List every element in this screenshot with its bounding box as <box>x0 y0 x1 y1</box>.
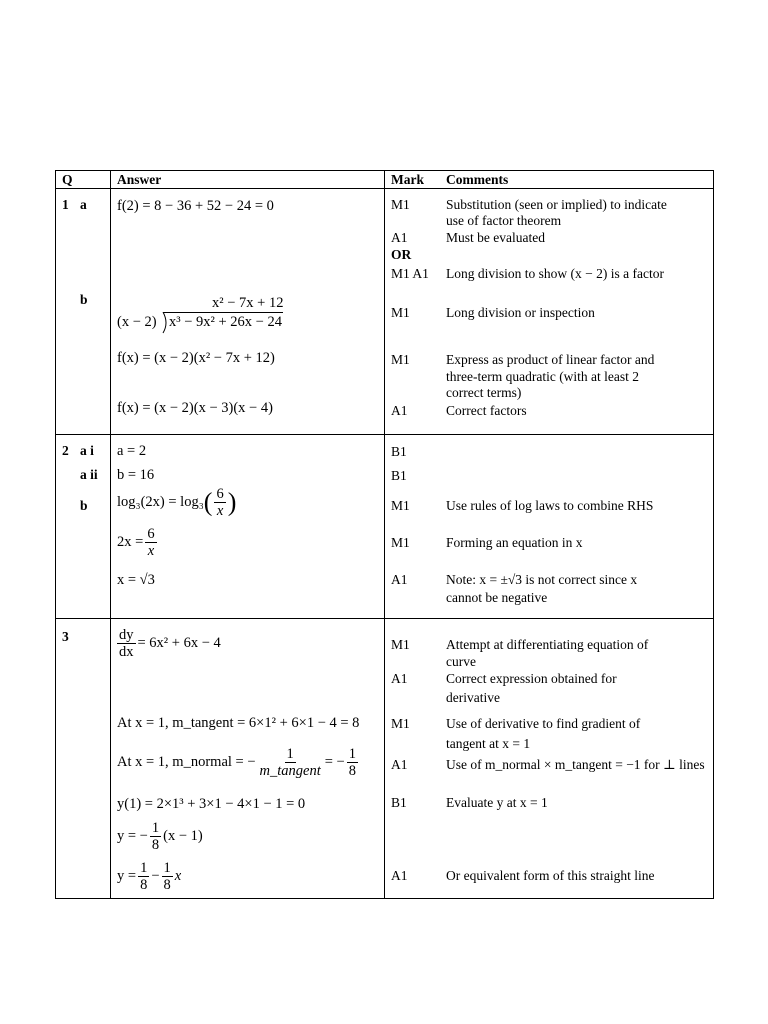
q3-mark-4: A1 <box>391 757 408 772</box>
q2-comment-5: Note: x = ±√3 is not correct since x <box>446 572 638 587</box>
q1b-comment-3: Correct factors <box>446 403 527 418</box>
q2b-line2 <box>117 526 159 559</box>
q3-comment-2b: derivative <box>446 690 500 705</box>
q3-comment-3b: tangent at x = 1 <box>446 736 531 751</box>
q3-mark-5: B1 <box>391 795 407 810</box>
q1-part-a: a <box>80 197 87 212</box>
q3-dydx-rhs: = 6x² + 6x − 4 <box>137 635 221 651</box>
q1b-mark-3: A1 <box>391 403 408 418</box>
q1a-answer: f(2) = 8 − 36 + 52 − 24 = 0 <box>117 198 274 214</box>
q3-normal-line <box>117 746 360 779</box>
q1b-quotient: x² − 7x + 12 <box>212 295 284 311</box>
q1a-mark-2: A1 <box>391 230 408 245</box>
q3-normal-fraction2 <box>347 746 358 779</box>
q3-line-eq1-fraction <box>150 820 161 853</box>
q3-tangent-line: At x = 1, m_tangent = 6×1² + 6×1 − 4 = 8 <box>117 715 360 731</box>
q3-comment-4: Use of m_normal × m_tangent = −1 for ⊥ lines <box>446 757 705 772</box>
q2b-line3: x = √3 <box>117 572 155 588</box>
q2b-frac-num: 6 <box>216 486 224 502</box>
q3-line-eq2-n2: 1 <box>163 860 171 876</box>
q3-line-eq2-fraction2 <box>162 860 173 893</box>
q1a-mark-1: M1 <box>391 197 410 212</box>
q2ai-answer: a = 2 <box>117 443 147 459</box>
q3-dydx-num: dy <box>119 627 134 643</box>
q2-comment-4: Forming an equation in x <box>446 535 583 550</box>
q3-line-eq1-den: 8 <box>151 837 160 853</box>
q3-line-eq2-d1: 8 <box>140 877 148 893</box>
q3-mark-1: M1 <box>391 637 410 652</box>
q3-y1-line: y(1) = 2×1³ + 3×1 − 4×1 − 1 = 0 <box>117 796 306 812</box>
q1a-comment-1: Substitution (seen or implied) to indicate <box>446 197 667 212</box>
q3-line-eq2-n1: 1 <box>140 860 148 876</box>
q3-normal-num2: 1 <box>348 746 356 762</box>
q1b-dividend: x³ − 9x² + 26x − 24 <box>169 314 282 330</box>
q2b-paren-close: ) <box>227 487 237 517</box>
q3-line-eq2 <box>117 860 181 893</box>
q3-normal-fraction <box>258 746 323 779</box>
q2-number: 2 <box>62 443 69 458</box>
q1b-comment-2: Express as product of linear factor and <box>446 352 655 367</box>
table-left-border <box>55 170 56 899</box>
q1-alt-comment: Long division to show (x − 2) is a factor <box>446 266 664 281</box>
q3-line-eq1 <box>117 820 203 853</box>
q1b-line3: f(x) = (x − 2)(x − 3)(x − 4) <box>117 400 273 416</box>
q3-dydx-den: dx <box>119 644 134 660</box>
table-right-border <box>713 170 714 899</box>
q3-line-eq2-mid: − <box>151 868 160 884</box>
q2-mark-4: M1 <box>391 535 410 550</box>
q3-line-eq2-d2: 8 <box>163 877 171 893</box>
header-mark: Mark <box>391 172 424 187</box>
q3-normal-den2: 8 <box>348 763 356 779</box>
q2b-line2-den: x <box>147 543 155 559</box>
q3-mark-6: A1 <box>391 868 408 883</box>
q3-mark-3: M1 <box>391 716 410 731</box>
q1b-comment-2c: correct terms) <box>446 385 522 400</box>
q3-comment-1b: curve <box>446 654 476 669</box>
q3-line-eq2-fraction1 <box>138 860 149 893</box>
q3-normal-mid: = − <box>324 754 345 770</box>
q1b-comment-1: Long division or inspection <box>446 305 595 320</box>
q2b-line2-fraction <box>145 526 156 559</box>
q3-comment-3: Use of derivative to find gradient of <box>446 716 641 731</box>
q2b-paren-open: ( <box>203 487 213 517</box>
q2-part-aii: a ii <box>80 467 98 482</box>
col-divider-answer <box>384 170 385 899</box>
q3-normal-num: 1 <box>286 746 294 762</box>
q1b-mark-1: M1 <box>391 305 410 320</box>
q2-part-ai: a i <box>80 443 94 458</box>
q1-part-b: b <box>80 292 88 307</box>
q3-dydx-line <box>117 627 221 660</box>
q2b-line2-left: 2x = <box>117 534 144 550</box>
q3-mark-2: A1 <box>391 671 408 686</box>
q2b-line2-num: 6 <box>147 526 155 542</box>
q1-alt-mark: M1 A1 <box>391 266 429 281</box>
q1a-comment-1b: use of factor theorem <box>446 213 562 228</box>
q3-comment-6: Or equivalent form of this straight line <box>446 868 655 883</box>
header-answer: Answer <box>117 172 162 187</box>
col-divider-q <box>110 170 111 899</box>
q2-mark-1: B1 <box>391 444 407 459</box>
q2-mark-5: A1 <box>391 572 408 587</box>
q2b-frac-den: x <box>216 503 224 519</box>
q3-normal-den: m_tangent <box>259 763 321 779</box>
header-q: Q <box>62 172 73 187</box>
q2-mark-3: M1 <box>391 498 410 513</box>
q1-number: 1 <box>62 197 69 212</box>
q2-comment-5b: cannot be negative <box>446 590 548 605</box>
q3-comment-2: Correct expression obtained for <box>446 671 617 686</box>
q3-comment-5: Evaluate y at x = 1 <box>446 795 548 810</box>
header-comments: Comments <box>446 172 509 187</box>
q3-line-eq1-right: (x − 1) <box>163 828 203 844</box>
q2aii-answer: b = 16 <box>117 467 155 483</box>
q2b-line1 <box>117 486 236 519</box>
q1-or-label: OR <box>391 247 412 262</box>
q2b-line1-left: log₃(2x) = log₃ <box>117 494 204 510</box>
q1b-line2: f(x) = (x − 2)(x² − 7x + 12) <box>117 350 275 366</box>
q1a-comment-2: Must be evaluated <box>446 230 545 245</box>
q3-line-eq1-left: y = − <box>117 828 148 844</box>
q1b-division-bracket-curve <box>161 312 169 334</box>
q2-mark-2: B1 <box>391 468 407 483</box>
q2-part-b: b <box>80 498 88 513</box>
q3-number: 3 <box>62 629 69 644</box>
q3-line-eq2-left: y = <box>117 868 137 884</box>
q1b-mark-2: M1 <box>391 352 410 367</box>
q1b-divisor: (x − 2) <box>117 314 157 330</box>
q2b-fraction <box>214 486 225 519</box>
q3-dydx-fraction <box>117 627 136 660</box>
q2-comment-3: Use rules of log laws to combine RHS <box>446 498 654 513</box>
q1b-comment-2b: three-term quadratic (with at least 2 <box>446 369 640 384</box>
q3-line-eq1-num: 1 <box>151 820 160 836</box>
q3-comment-1: Attempt at differentiating equation of <box>446 637 649 652</box>
q3-line-eq2-right: x <box>174 868 182 884</box>
q3-normal-left: At x = 1, m_normal = − <box>117 754 256 770</box>
